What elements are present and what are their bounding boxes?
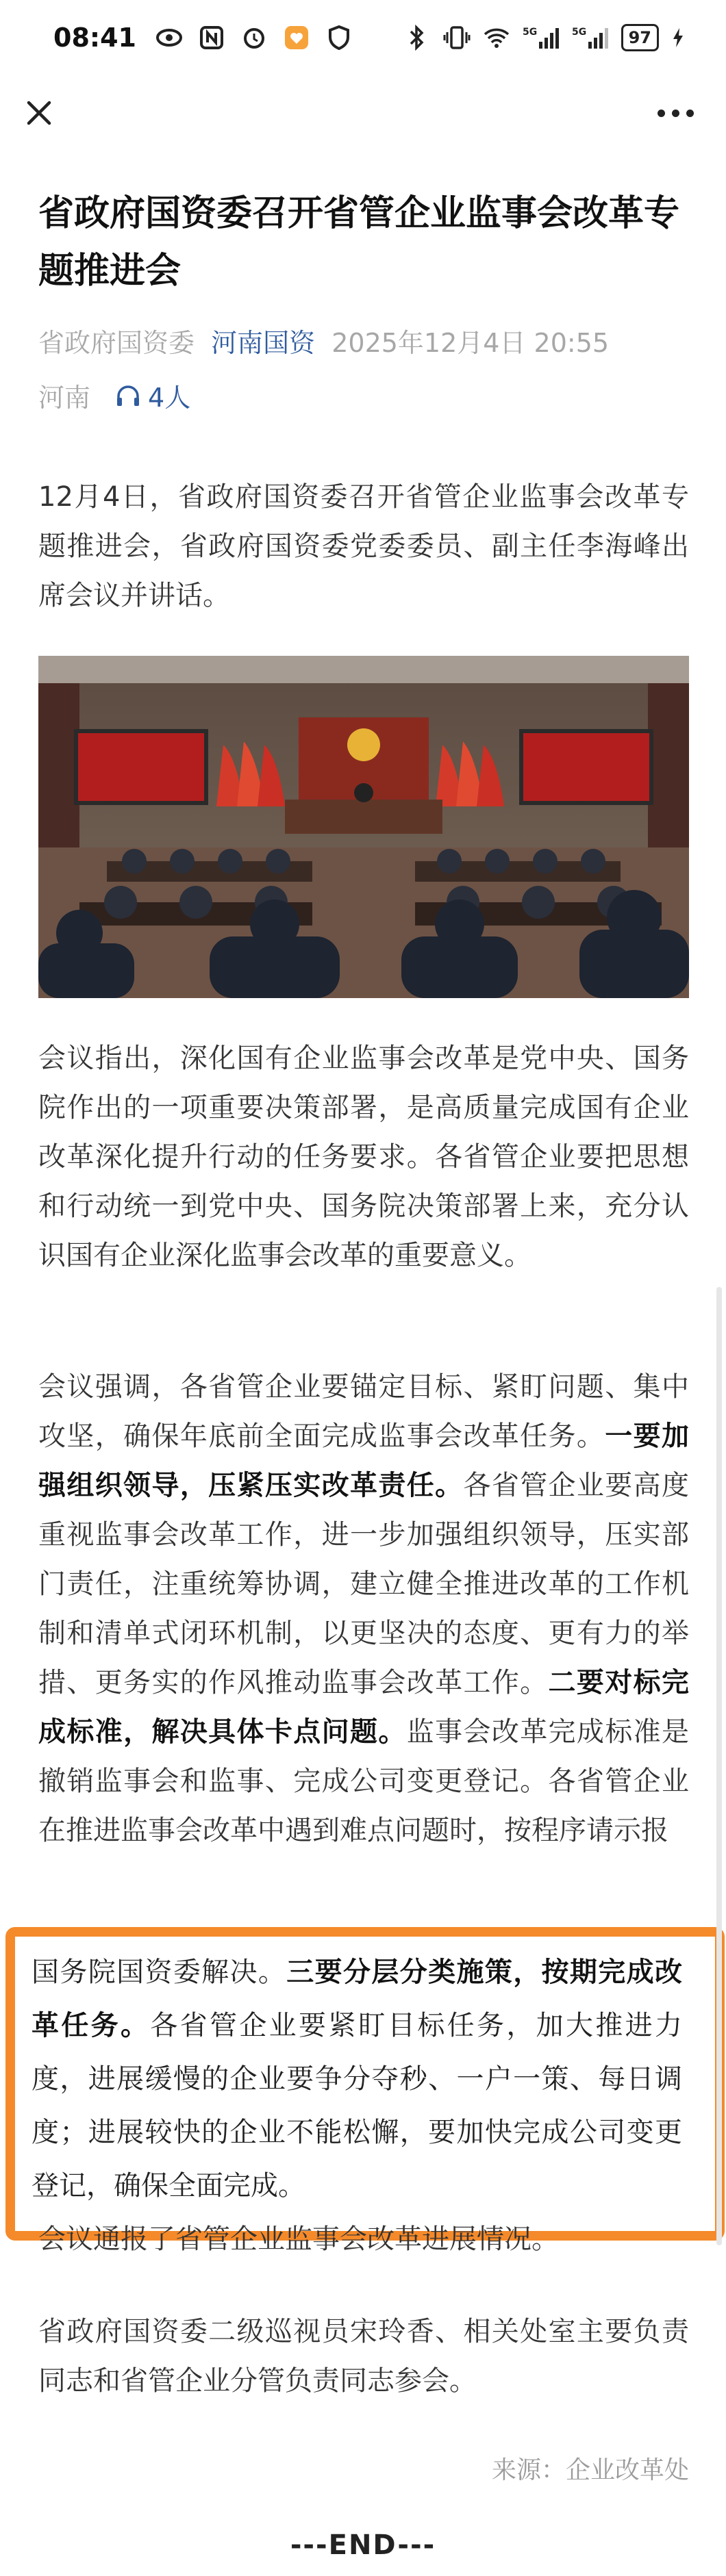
article-meta-secondary (38, 377, 689, 414)
vibrate-icon (443, 24, 471, 51)
highlight-text (32, 1946, 682, 2212)
app-badge-icon (283, 24, 310, 51)
hl-text-c: 各省管企业要紧盯目标任务，加大推进力度，进展缓慢的企业要争分夺秒、一户一策、每日调度；进展较快的企业不能松懈，要加快完成公司变更登记，确保全面完成。 (32, 2010, 683, 2202)
meeting-photo (38, 656, 689, 998)
reader-count: 4人 (148, 383, 191, 413)
paragraph-attendees: 省政府国资委二级巡视员宋玲香、相关处室主要负责同志和省管企业分管负责同志参会。 (38, 2316, 689, 2397)
more-dot-icon (686, 110, 694, 117)
close-icon (19, 93, 59, 133)
paragraph-intro: 12月4日，省政府国资委召开省管企业监事会改革专题推进会，省政府国资委党委委员、副主任李海峰出席会议并讲话。 (38, 481, 689, 611)
alarm-icon (240, 24, 268, 51)
more-options-button[interactable] (658, 103, 699, 123)
svg-text:5G: 5G (571, 27, 586, 38)
account-link[interactable]: 河南国资 (211, 328, 316, 358)
status-left-icons (155, 24, 353, 51)
article-meta (38, 322, 689, 359)
svg-text:5G: 5G (522, 27, 537, 38)
location-label: 河南 (38, 383, 91, 413)
paragraph-meeting-points: 会议指出，深化国有企业监事会改革是党中央、国务院作出的一项重要决策部署，是高质量完成国有企业改革深化提升行动的任务要求。各省管企业要把思想和行动统一到党中央、国务院决策部署上来，充分认识国有企业深化监事会改革的重要意义。 (38, 1043, 689, 1271)
article-source: 来源：企业改革处 (491, 2456, 689, 2484)
hl-heading-3: 三要分层分类施策，按期完成改革任务。 (32, 1956, 683, 2041)
close-button[interactable] (19, 93, 59, 133)
shield-icon (325, 24, 353, 51)
listen-button[interactable] (115, 377, 190, 414)
paragraph-meeting-emphasis (38, 1362, 689, 1855)
p3-text-a: 会议强调，各省管企业要锚定目标、紧盯问题、集中攻坚，确保年底前全面完成监事会改革任务。 (38, 1371, 689, 1452)
more-dot-icon (672, 110, 679, 117)
charging-icon (671, 24, 685, 51)
signal-5g-icon (523, 24, 560, 51)
p3-text-c: 各省管企业要高度重视监事会改革工作，进一步加强组织领导，压实部门责任，注重统筹协调，建立健全推进改革的工作机制和清单式闭环机制，以更坚决的态度、更有力的举措、更务实的作风推动监事会改革工作。 (38, 1470, 690, 1698)
article-end-marker: ---END--- (290, 2529, 436, 2561)
p3-text-e: 监事会改革完成标准是撤销监事会和监事、完成公司变更登记。各省管企业在推进监事会改革中遇到难点问题时，按程序请示报 (38, 1716, 690, 1846)
bluetooth-icon (403, 24, 431, 51)
author-name: 省政府国资委 (38, 328, 195, 358)
p3-heading-1: 一要加强组织领导，压紧压实改革责任。 (38, 1420, 690, 1501)
paragraph-progress-report: 会议通报了省管企业监事会改革进展情况。 (38, 2223, 559, 2255)
hl-text-a: 国务院国资委解决。 (32, 1956, 287, 1988)
status-time: 08:41 (53, 23, 136, 53)
p3-heading-2: 二要对标完成标准，解决具体卡点问题。 (38, 1667, 690, 1748)
headphones-icon (115, 384, 141, 407)
publish-datetime: 2025年12月4日 20:55 (331, 328, 610, 358)
article-title: 省政府国资委召开省管企业监事会改革专题推进会 (38, 193, 680, 292)
nav-bar (0, 75, 726, 151)
wifi-icon (483, 24, 510, 51)
status-bar (0, 0, 726, 75)
more-dot-icon (658, 110, 665, 117)
scrollbar[interactable] (716, 1287, 722, 2245)
eye-icon (155, 24, 183, 51)
signal-5g-icon (572, 24, 609, 51)
nfc-icon (198, 24, 225, 51)
battery-indicator: 97 (621, 24, 659, 51)
status-right-icons (403, 24, 685, 51)
